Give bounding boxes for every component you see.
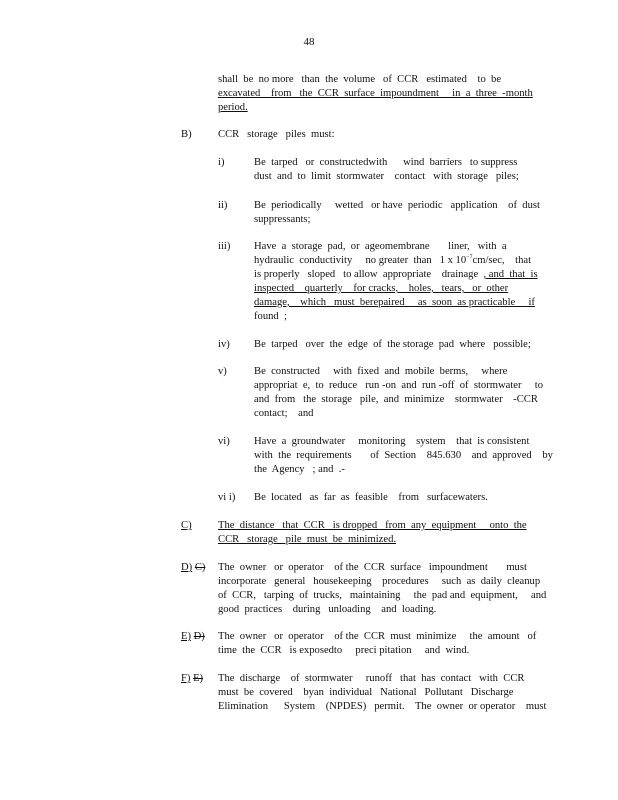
item-iii-line-1: Have a storage pad, or ageomembrane liner, with a [254, 241, 507, 252]
section-c-label: C) [181, 520, 192, 531]
item-iii-line-5: damage, which must berepaired as soon as practicable if [254, 297, 535, 308]
item-vii-line-1: Be located as far as feasible from surfacewaters. [254, 492, 488, 503]
item-iii-line-2 [254, 254, 531, 268]
section-d-label [181, 561, 205, 575]
item-iii-line-3a: is properly sloped to allow appropriate drainage [254, 269, 484, 280]
item-vi-line-3: the Agency ; and .- [254, 464, 345, 475]
section-f-line-3: Elimination System (NPDES) permit. The owner or operator must [218, 701, 547, 712]
exponent: −7 [466, 254, 473, 261]
item-iii-line-6: found ; [254, 311, 287, 322]
item-vii-label: vi i) [218, 492, 236, 503]
item-vi-line-2: with the requirements of Section 845.630 and approved by [254, 450, 553, 461]
item-iii-line-3b: , and that is [483, 269, 538, 280]
item-v-line-2: appropriat e, to reduce run -on and run -off of stormwater to [254, 380, 543, 391]
page-number: 48 [303, 36, 315, 48]
section-d-line-4: good practices during unloading and loading. [218, 604, 437, 615]
section-b-label: B) [181, 129, 192, 140]
section-e-label [181, 630, 205, 644]
item-i-line-1: Be tarped or constructedwith wind barriers to suppress [254, 157, 518, 168]
item-i-label: i) [218, 157, 225, 168]
item-v-label: v) [218, 366, 227, 377]
continuation-line-2: excavated from the CCR surface impoundment in a three -month [218, 88, 533, 99]
item-v-line-4: contact; and [254, 408, 314, 419]
item-iii-line-4: inspected quarterly for cracks, holes, tears, or other [254, 283, 509, 294]
item-iii-line-2b: cm/sec, that [472, 255, 532, 266]
section-f-old-label: E) [193, 673, 204, 684]
item-iii-line-2a: hydraulic conductivity no greater than 1 x 10 [254, 255, 467, 266]
section-f-line-2: must be covered byan individual National Pollutant Discharge [218, 687, 514, 698]
section-f-new-label: F) [181, 673, 191, 684]
item-i-line-2: dust and to limit stormwater contact with storage piles; [254, 171, 519, 182]
item-iii-label: iii) [218, 241, 231, 252]
item-v-line-3: and from the storage pile, and minimize stormwater -CCR [254, 394, 538, 405]
section-d-line-1: The owner or operator of the CCR surface impoundment must [218, 562, 527, 573]
section-f-line-1: The discharge of stormwater runoff that has contact with CCR [218, 673, 525, 684]
section-e-line-2: time the CCR is exposedto preci pitation and wind. [218, 645, 470, 656]
item-ii-line-2: suppressants; [254, 214, 311, 225]
section-e-line-1: The owner or operator of the CCR must minimize the amount of [218, 631, 537, 642]
section-e-old-label: D) [193, 631, 205, 642]
section-d-new-label: D) [181, 562, 193, 573]
section-d-line-3: of CCR, tarping of trucks, maintaining the pad and equipment, and [218, 590, 547, 601]
item-v-line-1: Be constructed with fixed and mobile berms, where [254, 366, 508, 377]
section-f-label [181, 672, 203, 686]
section-c-line-1: The distance that CCR is dropped from any equipment onto the [218, 520, 527, 531]
section-d-old-label: C) [194, 562, 206, 573]
item-vi-label: vi) [218, 436, 230, 447]
section-b-heading: CCR storage piles must: [218, 129, 335, 140]
item-vi-line-1: Have a groundwater monitoring system that is consistent [254, 436, 530, 447]
section-c-line-2: CCR storage pile must be minimized. [218, 534, 397, 545]
continuation-line-1: shall be no more than the volume of CCR estimated to be [218, 74, 502, 85]
section-d-line-2: incorporate general housekeeping procedures such as daily cleanup [218, 576, 541, 587]
item-iv-label: iv) [218, 339, 230, 350]
continuation-line-3: period. [218, 102, 248, 113]
item-ii-line-1: Be periodically wetted or have periodic application of dust [254, 200, 540, 211]
item-ii-label: ii) [218, 200, 228, 211]
item-iv-line-1: Be tarped over the edge of the storage pad where possible; [254, 339, 531, 350]
item-iii-line-3 [254, 268, 538, 282]
section-e-new-label: E) [181, 631, 191, 642]
